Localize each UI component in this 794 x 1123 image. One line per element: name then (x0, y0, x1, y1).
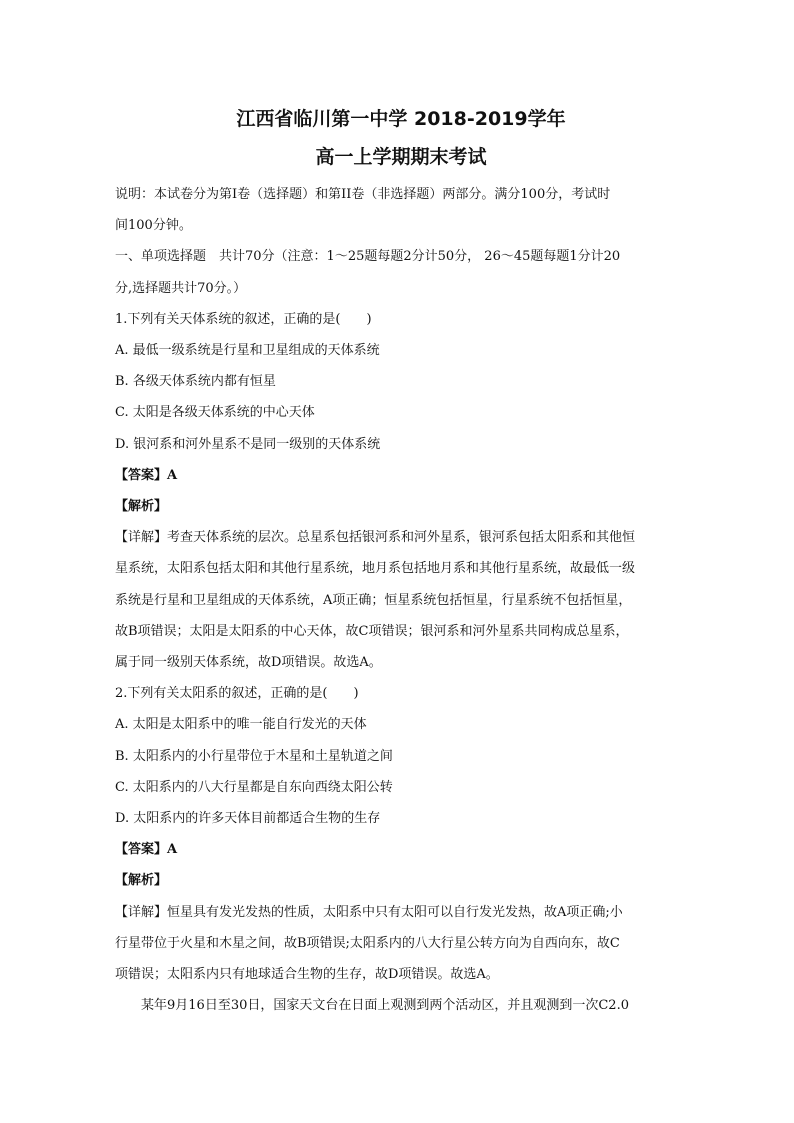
question-1-option-b: B. 各级天体系统内都有恒星 (115, 374, 276, 390)
question-2-analysis-label: 【解析】 (115, 873, 168, 889)
question-2-option-a: A. 太阳是太阳系中的唯一能自行发光的天体 (115, 717, 367, 733)
document-page (115, 100, 687, 1021)
question-2-option-d: D. 太阳系内的许多天体目前都适合生物的生存 (115, 811, 381, 827)
section-heading-line2: 分,选择题共计70分。） (115, 280, 247, 296)
question-1-detail-line5: 属于同一级别天体系统，故D项错误。故选A。 (115, 655, 382, 671)
exam-title-line2: 高一上学期期末考试 (315, 146, 487, 168)
question-1-option-c: C. 太阳是各级天体系统的中心天体 (115, 405, 315, 421)
question-2-stem: 2.下列有关太阳系的叙述，正确的是( ) (115, 686, 359, 702)
question-1-option-a: A. 最低一级系统是行星和卫星组成的天体系统 (115, 343, 380, 359)
instructions-line2: 间100分钟。 (115, 218, 192, 234)
question-1-analysis-label: 【解析】 (115, 499, 168, 515)
question-2-detail-line3: 项错误；太阳系内只有地球适合生物的生存，故D项错误。故选A。 (115, 967, 499, 983)
question-2-detail-line2: 行星带位于火星和木星之间，故B项错误;太阳系内的八大行星公转方向为自西向东，故C (115, 935, 620, 951)
question-1-detail-line1: 【详解】考查天体系统的层次。总星系包括银河系和河外星系，银河系包括太阳系和其他恒 (115, 530, 636, 546)
question-2-detail-line1: 【详解】恒星具有发光发热的性质，太阳系中只有太阳可以自行发光发热，故A项正确;小 (115, 904, 623, 920)
question-1-stem: 1.下列有关天体系统的叙述，正确的是( ) (115, 311, 372, 327)
question-2-option-b: B. 太阳系内的小行星带位于木星和土星轨道之间 (115, 748, 393, 764)
question-1-detail-line4: 故B项错误；太阳是太阳系的中心天体，故C项错误；银河系和河外星系共同构成总星系， (115, 623, 629, 639)
section-heading-line1: 一、单项选择题 共计70分（注意：1～25题每题2分计50分， 26～45题每题1分计20 (115, 249, 621, 265)
instructions-line1: 说明：本试卷分为第I卷（选择题）和第II卷（非选择题）两部分。满分100分，考试时 (115, 187, 611, 202)
question-1-answer: 【答案】A (115, 467, 178, 483)
question-1-detail-line2: 星系统，太阳系包括太阳和其他行星系统，地月系包括地月系和其他行星系统，故最低一级 (115, 561, 636, 577)
question-1-option-d: D. 银河系和河外星系不是同一级别的天体系统 (115, 436, 381, 452)
passage-line1: 某年9月16日至30日，国家天文台在日面上观测到两个活动区，并且观测到一次C2.0 (141, 998, 629, 1014)
question-1-detail-line3: 系统是行星和卫星组成的天体系统，A项正确；恒星系统包括恒星，行星系统不包括恒星， (115, 592, 632, 608)
exam-title-line1: 江西省临川第一中学 2018-2019学年 (236, 108, 566, 130)
question-2-option-c: C. 太阳系内的八大行星都是自东向西绕太阳公转 (115, 779, 393, 795)
question-2-answer: 【答案】A (115, 842, 178, 858)
